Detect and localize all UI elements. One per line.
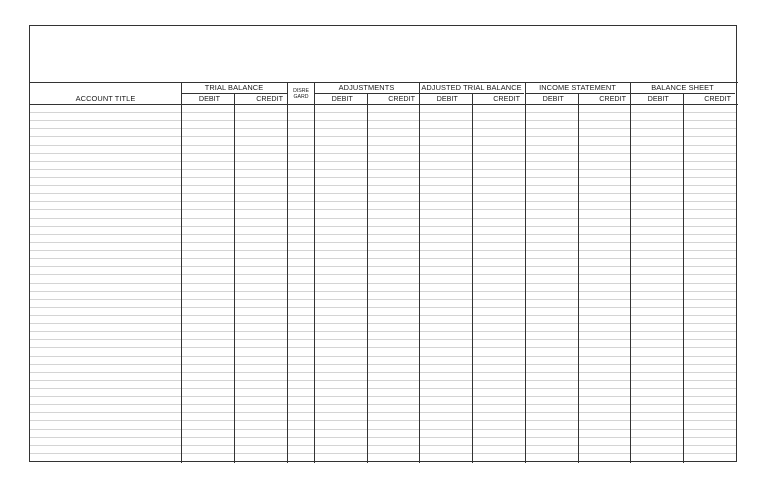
- account-title-header: ACCOUNT TITLE: [75, 94, 136, 103]
- credit-header: CREDIT: [493, 94, 520, 103]
- credit-header: CREDIT: [256, 94, 283, 103]
- credit-header: CREDIT: [599, 94, 626, 103]
- group-title: ADJUSTMENTS: [338, 83, 395, 92]
- group-divider: [419, 82, 420, 463]
- credit-header: CREDIT: [388, 94, 415, 103]
- worksheet-form: [29, 25, 737, 462]
- group-title: TRIAL BALANCE: [204, 83, 264, 92]
- group-divider: [630, 82, 631, 463]
- debit-credit-divider: [367, 93, 368, 463]
- debit-header: DEBIT: [542, 94, 564, 103]
- debit-credit-divider: [234, 93, 235, 463]
- disregard-right-divider: [314, 82, 315, 463]
- worksheet-title-area[interactable]: [30, 26, 736, 82]
- debit-header: DEBIT: [198, 94, 221, 103]
- account-column-divider: [181, 82, 182, 463]
- disregard-header: [288, 88, 314, 100]
- debit-credit-divider: [472, 93, 473, 463]
- group-title: BALANCE SHEET: [651, 83, 714, 92]
- group-divider: [525, 82, 526, 463]
- disregard-line-1: DISRE: [293, 88, 309, 94]
- header-bottom-rule: [30, 104, 738, 105]
- debit-credit-divider: [683, 93, 684, 463]
- debit-header: DEBIT: [647, 94, 669, 103]
- group-title: INCOME STATEMENT: [539, 83, 616, 92]
- debit-header: DEBIT: [331, 94, 353, 103]
- debit-header: DEBIT: [436, 94, 458, 103]
- disregard-line-2: GARD: [293, 94, 309, 100]
- debit-credit-divider: [578, 93, 579, 463]
- disregard-left-divider: [287, 82, 288, 463]
- credit-header: CREDIT: [704, 94, 731, 103]
- group-title: ADJUSTED TRIAL BALANCE: [421, 83, 522, 92]
